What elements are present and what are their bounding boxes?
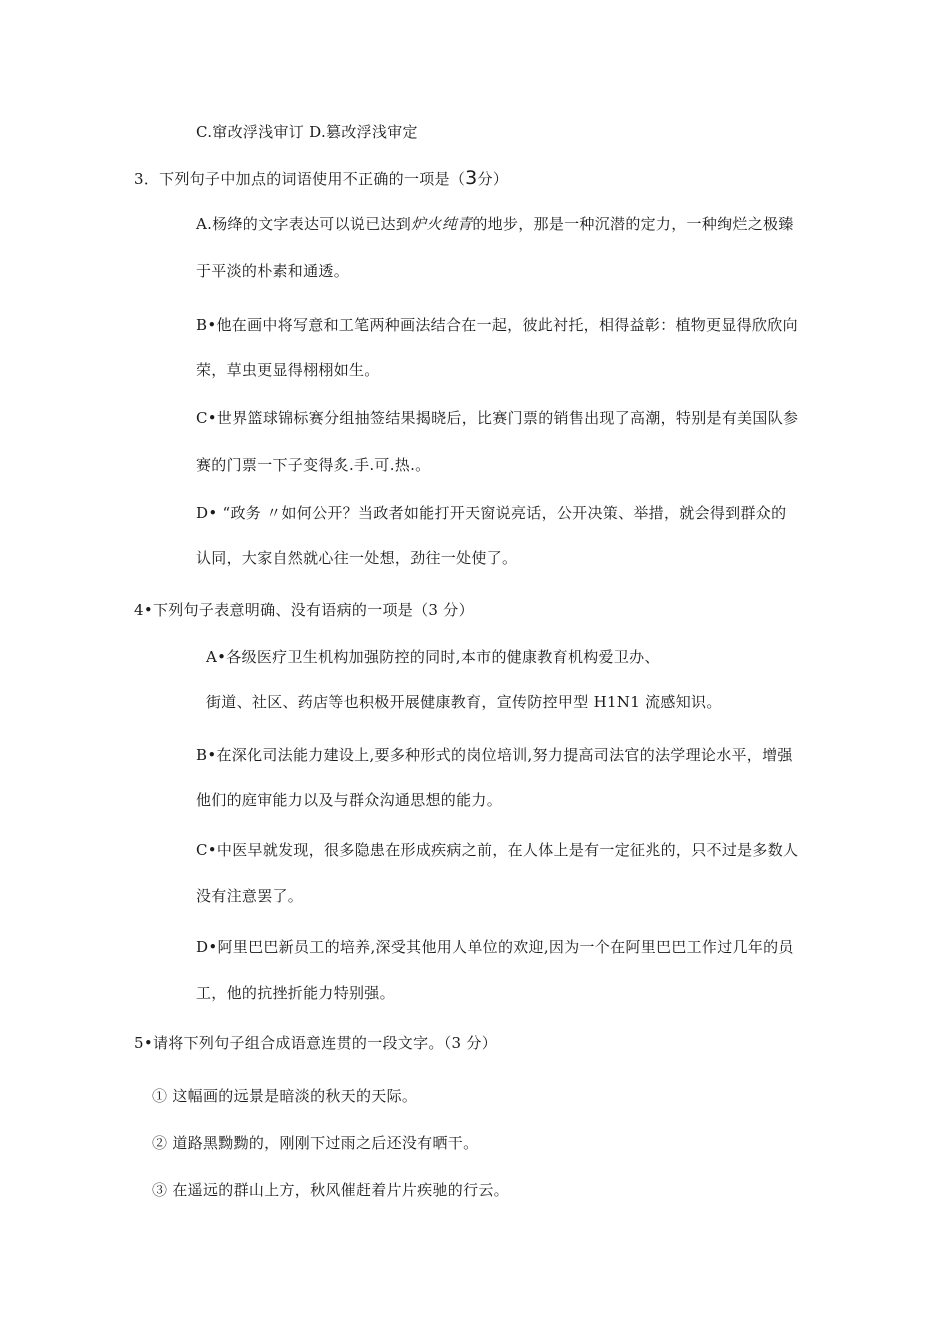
q4-option-a-line1: A•各级医疗卫生机构加强防控的同时,本市的健康教育机构爱卫办、 <box>206 648 660 666</box>
q4-stem: 4•下列句子表意明确、没有语病的一项是（3 分） <box>134 601 474 619</box>
q4-option-a-line2: 街道、社区、药店等也积极开展健康教育，宣传防控甲型 H1N1 流感知识。 <box>206 693 722 711</box>
q2-options-cd: C.窜改浮浅审订 D.篡改浮浅审定 <box>196 123 418 141</box>
q3-option-b-line1: B•他在画中将写意和工笔两种画法结合在一起，彼此衬托，相得益彰：植物更显得欣欣向 <box>196 316 798 334</box>
q3-a-after: 的地步，那是一种沉潜的定力，一种绚烂之极臻 <box>472 215 794 233</box>
q5-sentence-2: ② 道路黑黝黝的，刚刚下过雨之后还没有晒干。 <box>152 1134 479 1152</box>
q3-stem-after: 分） <box>477 170 509 188</box>
q3-option-c-line2: 赛的门票一下子变得炙.手.可.热.。 <box>196 456 431 474</box>
q3-a-idiom: 炉火纯青 <box>411 215 473 233</box>
q4-option-c-line2: 没有注意罢了。 <box>196 887 304 905</box>
q4-option-d-line2: 工，他的抗挫折能力特别强。 <box>196 984 395 1002</box>
q4-option-b-line2: 他们的庭审能力以及与群众沟通思想的能力。 <box>196 791 503 809</box>
q5-stem: 5•请将下列句子组合成语意连贯的一段文字。（3 分） <box>134 1034 498 1052</box>
q3-option-d-line2: 认同，大家自然就心往一处想，劲往一处使了。 <box>196 549 518 567</box>
q3-stem <box>134 168 508 189</box>
q3-option-d-line1: D• “政务 〃如何公开？当政者如能打开天窗说亮话，公开决策、举措，就会得到群众的 <box>196 504 787 522</box>
q3-option-a-line2: 于平淡的朴素和通透。 <box>196 262 350 280</box>
q4-option-d-line1: D•阿里巴巴新员工的培养,深受其他用人单位的欢迎,因为一个在阿里巴巴工作过几年的员 <box>196 938 794 956</box>
q4-option-c-line1: C•中医早就发现，很多隐患在形成疾病之前，在人体上是有一定征兆的，只不过是多数人 <box>196 841 799 859</box>
q3-a-before: A.杨绛的文字表达可以说已达到 <box>196 215 412 233</box>
q5-sentence-1: ① 这幅画的远景是暗淡的秋天的天际。 <box>152 1087 418 1105</box>
q5-sentence-3: ③ 在遥远的群山上方，秋风催赶着片片疾驰的行云。 <box>152 1181 509 1199</box>
q3-option-b-line2: 荣，草虫更显得栩栩如生。 <box>196 361 380 379</box>
q3-stem-points: 3 <box>465 167 478 189</box>
q4-option-b-line1: B•在深化司法能力建设上,要多种形式的岗位培训,努力提高司法官的法学理论水平，增强 <box>196 746 793 764</box>
q3-option-c-line1: C•世界篮球锦标赛分组抽签结果揭晓后，比赛门票的销售出现了高潮，特别是有美国队参 <box>196 409 799 427</box>
q3-stem-before: 3．下列句子中加点的词语使用不正确的一项是（ <box>134 170 466 188</box>
q3-option-a-line1 <box>196 214 794 234</box>
